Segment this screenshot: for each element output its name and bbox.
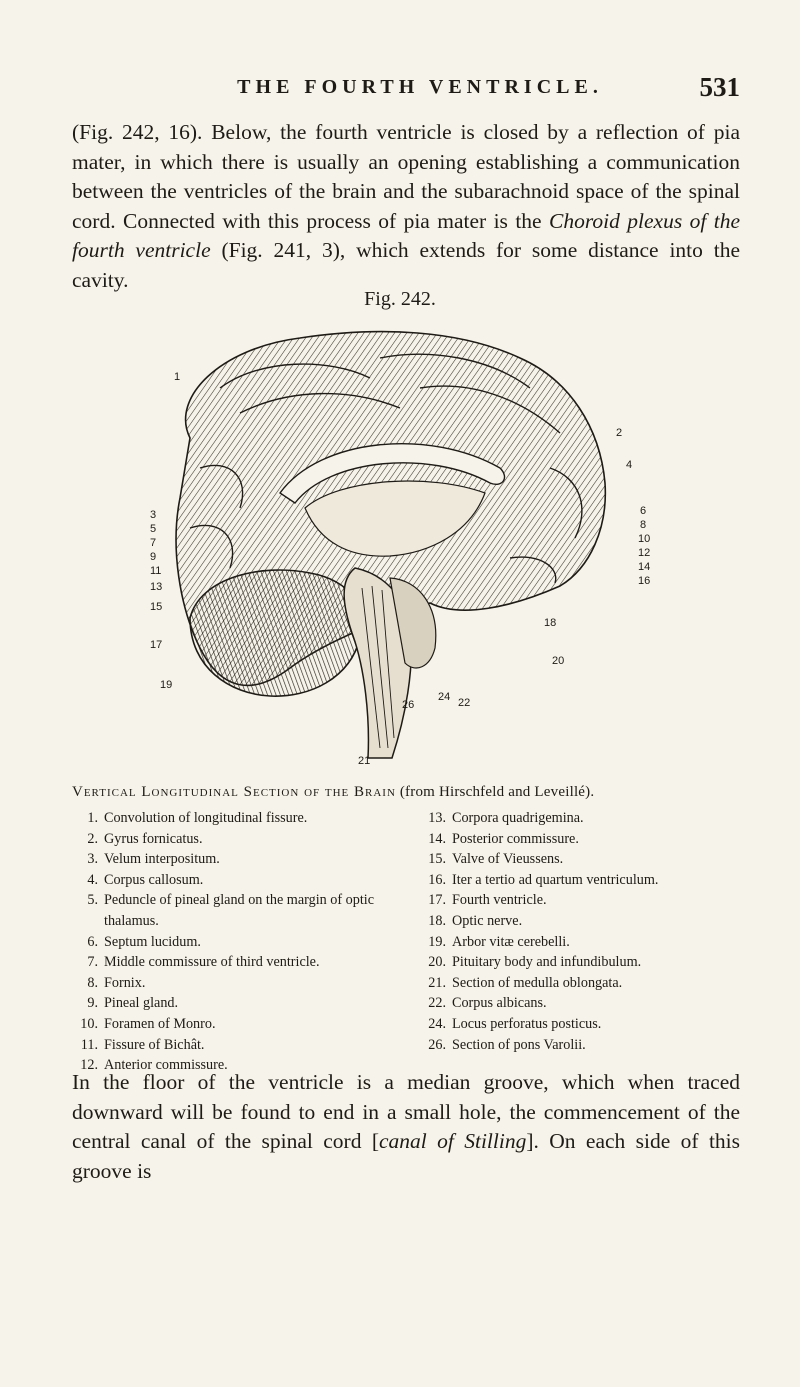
- figure-label: 20: [552, 655, 565, 667]
- figure-label: 11: [150, 565, 162, 577]
- legend-entry: [72, 1014, 402, 1035]
- figure-label: 9: [150, 551, 157, 563]
- legend-entry: [72, 890, 402, 931]
- legend-number: 7.: [87, 954, 98, 971]
- legend-entry: [72, 849, 402, 870]
- legend-number: 5.: [87, 892, 98, 909]
- figure-label: 13: [150, 581, 163, 593]
- legend-number: 8.: [87, 974, 98, 991]
- figure-label: 2: [616, 427, 623, 439]
- paragraph-1-text-b: (Fig. 241, 3), which extends for some distance into the cavity.: [72, 238, 740, 292]
- legend-text: Fornix.: [104, 974, 146, 991]
- legend-entry: [420, 1035, 742, 1056]
- legend-number: 10.: [80, 1015, 98, 1032]
- legend-entry: [420, 993, 742, 1014]
- paragraph-1: [72, 118, 740, 295]
- legend-number: 26.: [428, 1036, 446, 1053]
- figure-label: 12: [638, 547, 651, 559]
- legend-title-source: (from Hirschfeld and Leveillé).: [395, 784, 595, 800]
- brain-section-illustration: [130, 318, 670, 778]
- legend-entry: [420, 870, 742, 891]
- legend-text: Velum interpositum.: [104, 851, 220, 868]
- figure-label: 17: [150, 639, 163, 651]
- legend-entry: [72, 829, 402, 850]
- legend-text: Pineal gland.: [104, 995, 179, 1012]
- legend-text: Arbor vitæ cerebelli.: [452, 933, 570, 950]
- legend-number: 16.: [428, 871, 446, 888]
- legend-left-column: [72, 808, 402, 1076]
- legend-text: Posterior commissure.: [452, 830, 579, 847]
- legend-number: 9.: [87, 995, 98, 1012]
- legend-title-smallcaps: Vertical Longitudinal Section of the Brain: [72, 784, 396, 800]
- figure-caption: Fig. 242.: [364, 288, 436, 310]
- legend-number: 14.: [428, 830, 446, 847]
- legend-text: Middle commissure of third ventricle.: [104, 954, 320, 971]
- legend-right-column: [420, 808, 742, 1055]
- figure-label: 18: [544, 617, 557, 629]
- paragraph-2-italic: canal of Stilling: [378, 1129, 527, 1153]
- legend-entry: [420, 1014, 742, 1035]
- figure-label: 19: [160, 679, 173, 691]
- legend-entry: [72, 932, 402, 953]
- legend-text: Septum lucidum.: [104, 933, 201, 950]
- cerebellum: [190, 570, 363, 696]
- legend-entry: [420, 932, 742, 953]
- legend-text: Locus perforatus posticus.: [452, 1015, 602, 1032]
- legend-entry: [420, 808, 742, 829]
- legend-number: 24.: [428, 1015, 446, 1032]
- legend-text: Corpus albicans.: [452, 995, 547, 1012]
- legend-entry: [420, 890, 742, 911]
- legend-number: 17.: [428, 892, 446, 909]
- legend-number: 1.: [87, 810, 98, 826]
- legend-number: 18.: [428, 912, 446, 929]
- legend-entry: [72, 952, 402, 973]
- legend-entry: [72, 973, 402, 994]
- figure-label: 15: [150, 601, 163, 613]
- legend-number: 21.: [428, 974, 446, 991]
- figure-label: 24: [438, 691, 451, 703]
- running-head: [100, 74, 740, 104]
- legend-text: Iter a tertio ad quartum ventriculum.: [452, 871, 659, 888]
- paragraph-2: [72, 1068, 740, 1186]
- paragraph-1-italic: Choroid plexus of the fourth ventricle: [72, 208, 740, 262]
- figure-label: 26: [402, 699, 415, 711]
- legend-number: 3.: [87, 851, 98, 868]
- legend-text: Optic nerve.: [452, 912, 523, 929]
- paragraph-2-text-b: ]. On each side of this groove is: [72, 1129, 741, 1183]
- legend-text: Corpus callosum.: [104, 871, 204, 888]
- legend-entry: [420, 911, 742, 932]
- figure-label: 7: [150, 537, 157, 549]
- legend-entry: [420, 829, 742, 850]
- legend-title: [72, 784, 740, 801]
- legend-entry: [72, 993, 402, 1014]
- legend-text: Fourth ventricle.: [452, 892, 547, 909]
- figure-label: 6: [640, 505, 647, 517]
- legend-entry: [420, 849, 742, 870]
- legend-number: 22.: [428, 995, 446, 1012]
- legend-text: Section of pons Varolii.: [452, 1036, 586, 1053]
- paragraph-2-text-a: In the floor of the ventricle is a median groove, which when traced downward will be found to end in a small hole, the commencement of the central canal of the spinal cord [: [72, 1070, 740, 1153]
- legend-entry: [420, 952, 742, 973]
- legend-text: Gyrus fornicatus.: [104, 830, 203, 847]
- figure-label: 22: [458, 697, 471, 709]
- page-number: 531: [699, 72, 740, 102]
- legend-entry: [420, 973, 742, 994]
- legend-text: Pituitary body and infundibulum.: [452, 954, 642, 971]
- legend-number: 11.: [80, 1036, 98, 1053]
- legend-number: 13.: [428, 810, 446, 826]
- legend-number: 6.: [87, 933, 98, 950]
- legend-number: 12.: [80, 1057, 98, 1074]
- figure-label: 4: [626, 459, 633, 471]
- legend-text: Fissure of Bichât.: [104, 1036, 205, 1053]
- figure-label: 3: [150, 509, 157, 521]
- legend-text: Convolution of longitudinal fissure.: [104, 810, 308, 826]
- legend-entry: [72, 808, 402, 829]
- figure-label: 16: [638, 575, 651, 587]
- legend-number: 19.: [428, 933, 446, 950]
- legend-text: Anterior commissure.: [104, 1057, 228, 1074]
- legend-text: Valve of Vieussens.: [452, 851, 564, 868]
- legend-number: 20.: [428, 954, 446, 971]
- legend-text: Corpora quadrigemina.: [452, 810, 584, 826]
- legend-number: 15.: [428, 851, 446, 868]
- figure-label: 10: [638, 533, 651, 545]
- legend-entry: [72, 870, 402, 891]
- figure-label: 14: [638, 561, 651, 573]
- legend-number: 2.: [87, 830, 98, 847]
- paragraph-1-text-a: (Fig. 242, 16). Below, the fourth ventricle is closed by a reflection of pia mater, in which there is usually an opening establishing a communication between the ventricles of the brain and the subarachnoid space of the spinal cord. Connected with this process of pia mater is the: [72, 120, 740, 233]
- figure-label: 5: [150, 523, 157, 535]
- figure-label: 1: [174, 371, 181, 383]
- running-title: THE FOURTH VENTRICLE.: [237, 76, 603, 98]
- legend-number: 4.: [87, 871, 98, 888]
- figure-label: 8: [640, 519, 647, 531]
- brain-section-figure: [130, 318, 670, 778]
- legend-entry: [72, 1035, 402, 1056]
- legend-text: Section of medulla oblongata.: [452, 974, 623, 991]
- legend-text: Foramen of Monro.: [104, 1015, 216, 1032]
- figure-label: 21: [358, 755, 371, 767]
- legend-text: Peduncle of pineal gland on the margin of optic thalamus.: [104, 892, 375, 929]
